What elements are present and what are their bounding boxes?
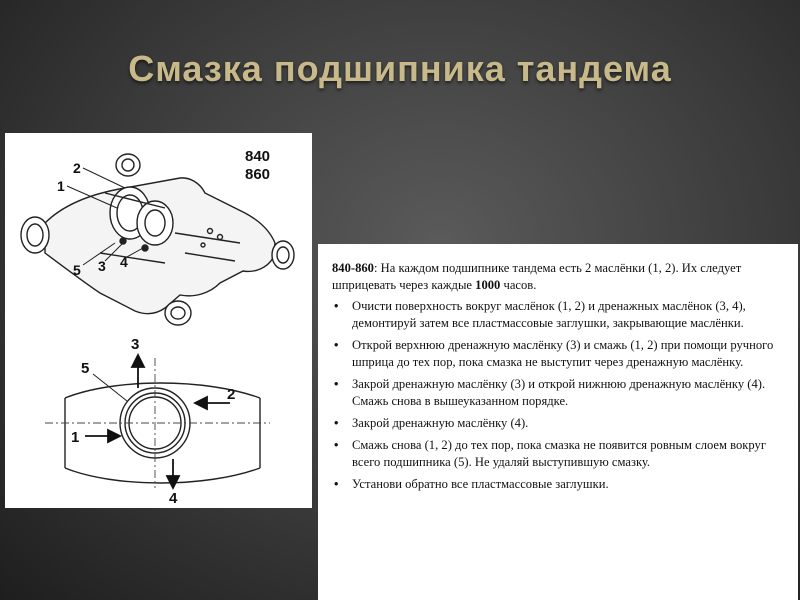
intro-text-b: часов.: [500, 278, 537, 292]
callout-4-bottom: 4: [169, 490, 178, 507]
callout-3-bottom: 3: [131, 336, 140, 353]
intro-hours: 1000: [475, 278, 501, 292]
list-item: [332, 298, 784, 332]
bullet-icon: •: [334, 338, 339, 352]
callout-1-top: 1: [57, 178, 65, 194]
tandem-diagram-svg: [5, 133, 312, 508]
callout-2-bottom: 2: [227, 386, 236, 403]
bullet-icon: •: [334, 299, 339, 313]
list-item: [332, 337, 784, 371]
list-item: [332, 415, 784, 432]
list-item: [332, 476, 784, 493]
tandem-bearing-figure: [5, 133, 312, 508]
list-item: [332, 437, 784, 471]
callout-3-top: 3: [98, 258, 106, 274]
bullet-icon: •: [334, 377, 339, 391]
list-item: [332, 376, 784, 410]
bullet-icon: •: [334, 416, 339, 430]
step-text: Установи обратно все пластмассовые заглушки.: [352, 477, 609, 491]
callout-2-top: 2: [73, 160, 81, 176]
callout-4-top: 4: [120, 254, 128, 270]
intro-models: 840-860: [332, 261, 374, 275]
bullet-icon: •: [334, 477, 339, 491]
callout-5-top: 5: [73, 262, 81, 278]
intro-text-a: : На каждом подшипнике тандема есть 2 маслёнки (1, 2). Их следует шприцевать через каждые: [332, 261, 742, 292]
step-text: Смажь снова (1, 2) до тех пор, пока смазка не появится ровным слоем вокруг всего подшипника (5). Не удаляй выступившую смазку.: [352, 438, 767, 469]
bullet-icon: •: [334, 438, 339, 452]
model-label-860: 860: [245, 166, 271, 183]
instruction-steps: [332, 298, 784, 493]
step-text: Закрой дренажную маслёнку (3) и открой нижнюю дренажную маслёнку (4). Смажь снова в вышеуказанном порядке.: [352, 377, 766, 408]
callout-5-leader: [93, 374, 127, 401]
instructions-intro: [332, 260, 784, 294]
slide-title: Смазка подшипника тандема: [128, 48, 672, 89]
instructions-panel: [318, 244, 798, 600]
callout-1-bottom: 1: [71, 429, 80, 446]
step-text: Очисти поверхность вокруг маслёнок (1, 2) и дренажных маслёнок (3, 4), демонтируй затем все пластмассовые заглушки, закрывающие маслёнки.: [352, 299, 746, 330]
model-label-840: 840: [245, 148, 271, 165]
section-centerlines: [45, 358, 270, 488]
callout-5-bottom: 5: [81, 360, 90, 377]
step-text: Закрой дренажную маслёнку (4).: [352, 416, 529, 430]
step-text: Открой верхнюю дренажную маслёнку (3) и смажь (1, 2) при помощи ручного шприца до тех пор, пока смазка не выступит через дренажную маслёнку.: [352, 338, 774, 369]
